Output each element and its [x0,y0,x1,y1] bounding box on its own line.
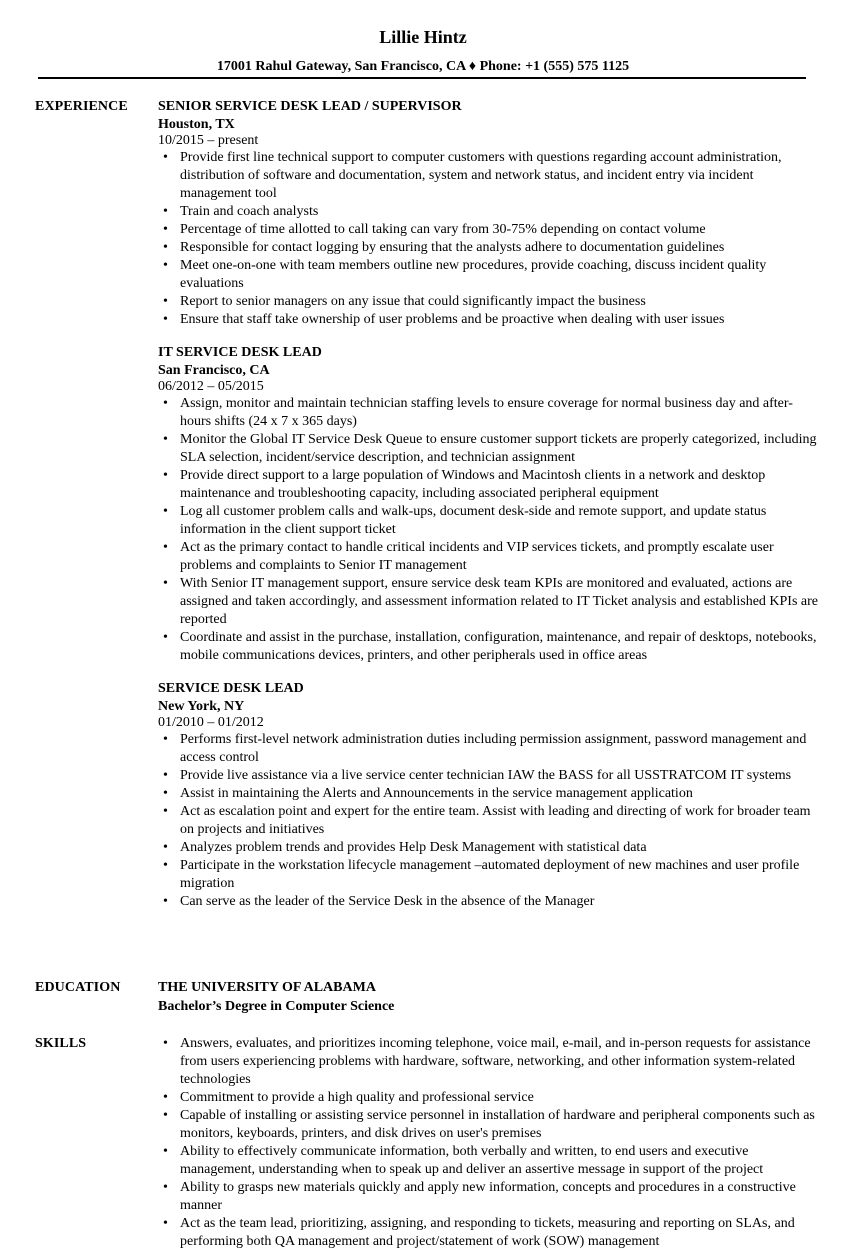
bullet-item: • Meet one-on-one with team members outline new procedures, provide coaching, discuss incident quality evaluations [158,257,818,293]
skills-heading: SKILLS [35,1036,87,1051]
bullet-item: • Ability to effectively communicate information, both verbally and written, to end users and executive management, understanding when to speak up and deliver an assertive message in support of the project [158,1143,818,1179]
skills-body [158,1035,818,1251]
bullet-item: • Coordinate and assist in the purchase, installation, configuration, maintenance, and repair of desktops, notebooks, mobile communications devices, printers, and other peripherals used in office areas [158,629,818,665]
bullet-item: • Ability to grasps new materials quickly and apply new information, concepts and procedures in a constructive manner [158,1179,818,1215]
bullet-item: • Responsible for contact logging by ensuring that the analysts adhere to documentation guidelines [158,239,818,257]
experience-body [158,98,818,926]
bullet-item: • Answers, evaluates, and prioritizes incoming telephone, voice mail, e-mail, and in-person requests for assistance from users experiencing problems with hardware, software, networking, and other information system-related technologies [158,1035,818,1089]
bullet-item: • Commitment to provide a high quality and professional service [158,1089,818,1107]
job-entry [158,680,818,911]
job-title: SERVICE DESK LEAD [158,681,304,696]
bullet-item: • Act as the primary contact to handle critical incidents and VIP services tickets, and promptly escalate user problems and complaints to Senior IT management [158,539,818,575]
bullet-item: • Analyzes problem trends and provides Help Desk Management with statistical data [158,839,818,857]
job-dates: 01/2010 – 01/2012 [158,715,264,730]
bullet-item: • Monitor the Global IT Service Desk Queue to ensure customer support tickets are properly categorized, including SLA selection, incident/service description, and technician assignment [158,431,818,467]
job-location: San Francisco, CA [158,363,270,378]
candidate-name: Lillie Hintz [379,27,467,47]
bullet-item: • Assign, monitor and maintain technician staffing levels to ensure coverage for normal business day and after-hours shifts (24 x 7 x 365 days) [158,395,818,431]
job-dates: 06/2012 – 05/2015 [158,379,264,394]
job-bullets [158,395,818,665]
job-title: SENIOR SERVICE DESK LEAD / SUPERVISOR [158,99,462,114]
bullet-item: • Act as escalation point and expert for the entire team. Assist with leading and directing of work for broader team on projects and initiatives [158,803,818,839]
experience-heading: EXPERIENCE [35,99,128,114]
bullet-item: • With Senior IT management support, ensure service desk team KPIs are monitored and evaluated, actions are assigned and taken accordingly, and assessment information related to IT Ticket analysis and established KPIs are reported [158,575,818,629]
job-title: IT SERVICE DESK LEAD [158,345,322,360]
degree-name: Bachelor’s Degree in Computer Science [158,999,395,1014]
job-bullets [158,731,818,911]
education-body [158,979,818,1016]
bullet-item: • Act as the team lead, prioritizing, assigning, and responding to tickets, measuring and reporting on SLAs, and performing both QA management and project/statement of work (SOW) management [158,1215,818,1251]
job-entry [158,98,818,329]
bullet-item: • Log all customer problem calls and walk-ups, document desk-side and remote support, and update status information in the client support ticket [158,503,818,539]
bullet-item: • Train and coach analysts [158,203,818,221]
job-bullets [158,149,818,329]
contact-line: 17001 Rahul Gateway, San Francisco, CA ♦ Phone: +1 (555) 575 1125 [216,59,630,74]
header-divider [38,77,806,79]
job-location: Houston, TX [158,117,235,132]
bullet-item: • Percentage of time allotted to call taking can vary from 30-75% depending on contact volume [158,221,818,239]
bullet-item: • Performs first-level network administration duties including permission assignment, password management and access control [158,731,818,767]
job-location: New York, NY [158,699,245,714]
bullet-item: • Can serve as the leader of the Service Desk in the absence of the Manager [158,893,818,911]
bullet-item: • Provide live assistance via a live service center technician IAW the BASS for all USSTRATCOM IT systems [158,767,818,785]
bullet-item: • Participate in the workstation lifecycle management –automated deployment of new machines and user profile migration [158,857,818,893]
education-heading: EDUCATION [35,980,121,995]
bullet-item: • Provide first line technical support to computer customers with questions regarding account administration, distribution of software and documentation, system and network status, and incident entry via incident management tool [158,149,818,203]
bullet-item: • Ensure that staff take ownership of user problems and be proactive when dealing with user issues [158,311,818,329]
bullet-item: • Provide direct support to a large population of Windows and Macintosh clients in a network and desktop maintenance and troubleshooting capacity, including associated peripheral equipment [158,467,818,503]
skills-bullets [158,1035,818,1251]
job-entry [158,344,818,665]
bullet-item: • Capable of installing or assisting service personnel in installation of hardware and peripheral components such as monitors, keyboards, printers, and disk drives on user's premises [158,1107,818,1143]
bullet-item: • Report to senior managers on any issue that could significantly impact the business [158,293,818,311]
school-name: THE UNIVERSITY OF ALABAMA [158,980,376,995]
bullet-item: • Assist in maintaining the Alerts and Announcements in the service management application [158,785,818,803]
job-dates: 10/2015 – present [158,133,259,148]
